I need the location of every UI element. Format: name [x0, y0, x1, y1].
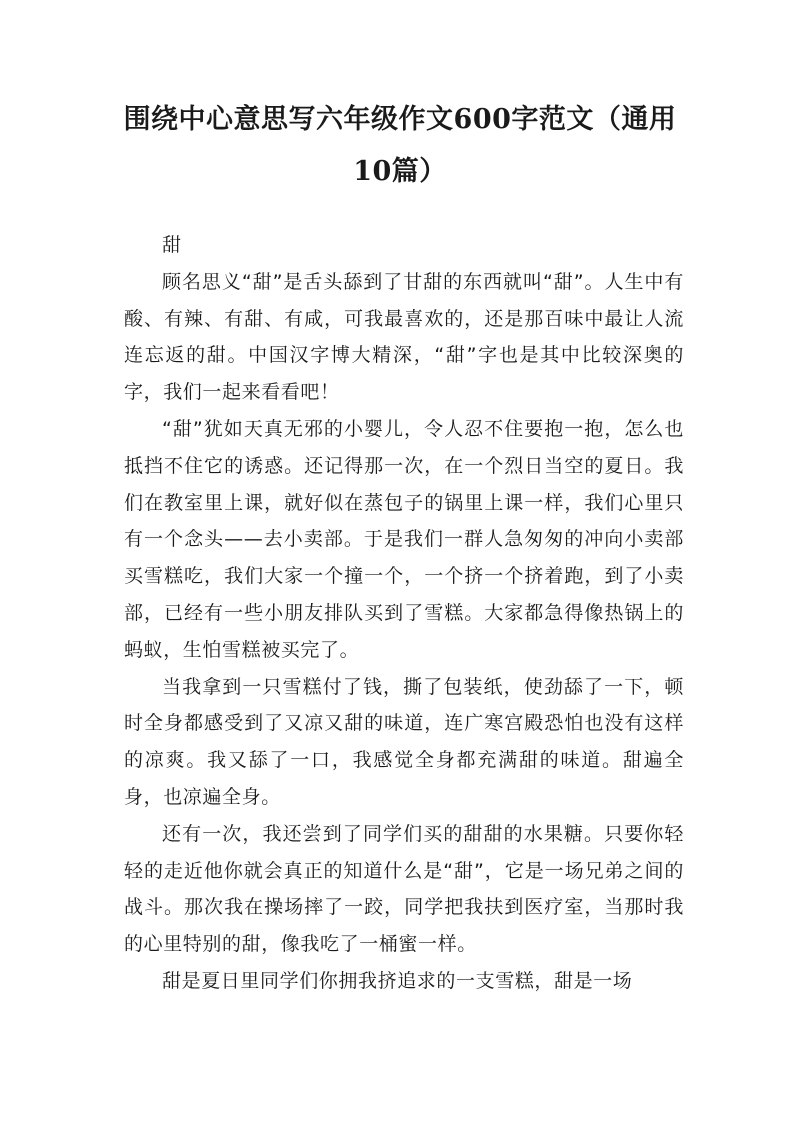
body-paragraph: 顾名思义“甜”是舌头舔到了甘甜的东西就叫“甜”。人生中有酸、有辣、有甜、有咸，可我最喜欢的，还是那百味中最让人流连忘返的甜。中国汉字博大精深，“甜”字也是其中比较深奥的字，我们一起来看看吧！ — [124, 270, 684, 404]
document-body — [124, 227, 684, 1000]
body-paragraph: 还有一次，我还尝到了同学们买的甜甜的水果糖。只要你轻轻的走近他你就会真正的知道什么是“甜”，它是一场兄弟之间的战斗。那次我在操场摔了一跤，同学把我扶到医疗室，当那时我的心里特别的甜，像我吃了一桶蜜一样。 — [124, 822, 684, 956]
document-title: 围绕中心意思写六年级作文600字范文（通用10篇） — [123, 104, 677, 187]
body-paragraph: “甜”犹如天真无邪的小婴儿，令人忍不住要抱一抱，怎么也抵挡不住它的诱惑。还记得那一次，在一个烈日当空的夏日。我们在教室里上课，就好似在蒸包子的锅里上课一样，我们心里只有一个念头——去小卖部。于是我们一群人急匆匆的冲向小卖部买雪糕吃，我们大家一个撞一个，一个挤一个挤着跑，到了小卖部，已经有一些小朋友排队买到了雪糕。大家都急得像热锅上的蚂蚁，生怕雪糕被买完了。 — [124, 417, 684, 661]
section-heading: 甜 — [162, 234, 182, 256]
body-paragraph: 当我拿到一只雪糕付了钱，撕了包装纸，使劲舔了一下，顿时全身都感受到了又凉又甜的味道，连广寒宫殿恐怕也没有这样的凉爽。我又舔了一口，我感觉全身都充满甜的味道。甜遍全身，也凉遍全身。 — [124, 675, 684, 808]
body-paragraph: 甜是夏日里同学们你拥我挤追求的一支雪糕，甜是一场 — [162, 969, 633, 992]
